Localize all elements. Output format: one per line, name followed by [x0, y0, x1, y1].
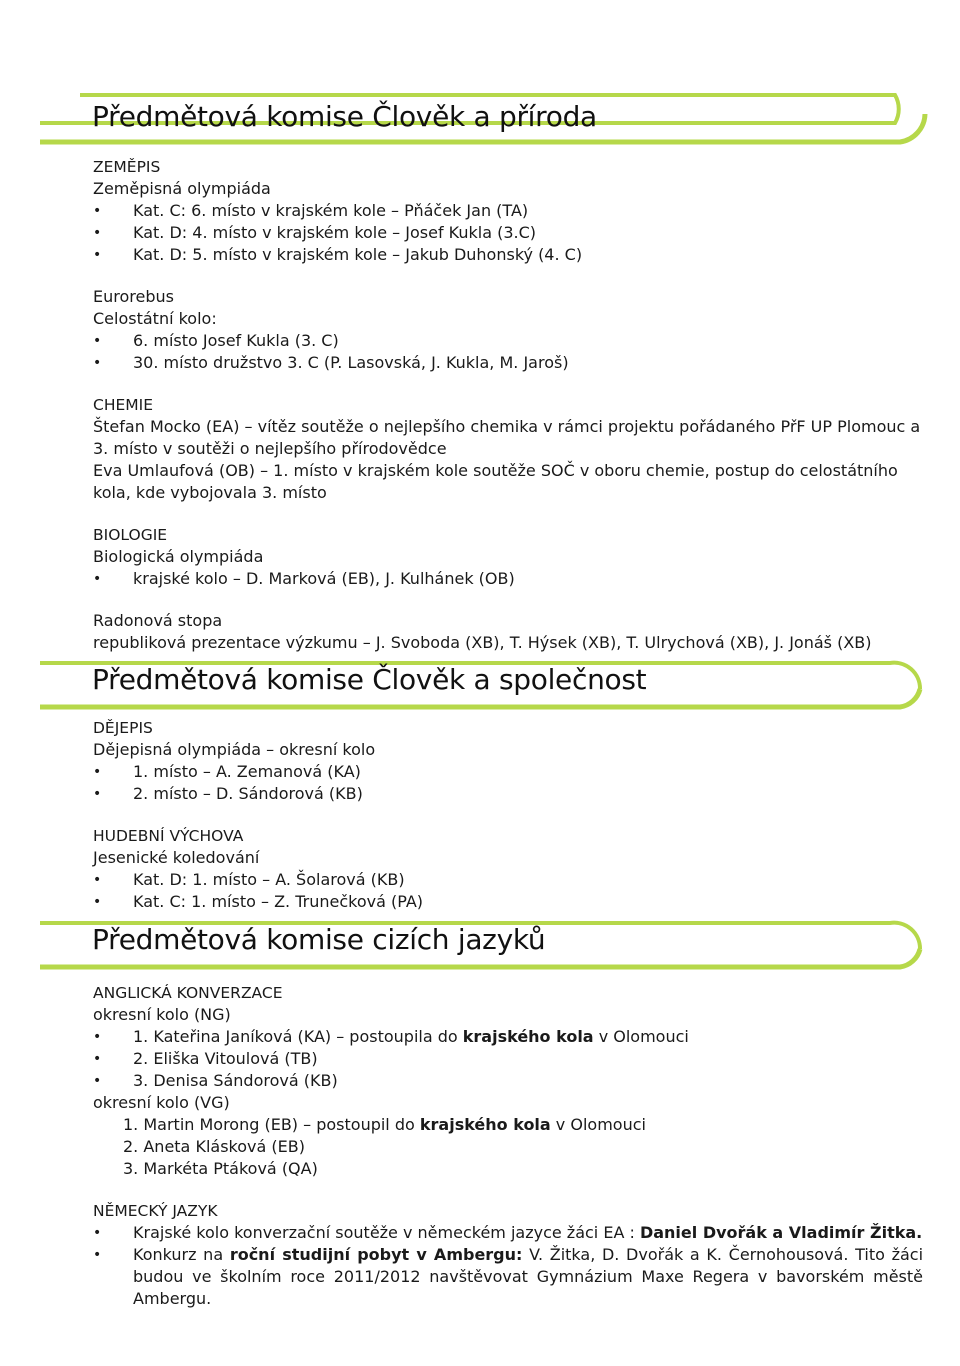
list-item: • 2. místo – D. Sándorová (KB) — [93, 783, 923, 805]
student-name: Eva Umlaufová — [93, 461, 214, 480]
list-item: • Kat. D: 1. místo – A. Šolarová (KB) — [93, 869, 923, 891]
competition-name: Radonová stopa — [93, 611, 223, 630]
round-label: okresní kolo (VG) — [93, 1093, 230, 1112]
results-list — [93, 200, 923, 266]
section-banner — [40, 92, 935, 154]
competition-name: Biologická olympiáda — [93, 547, 264, 566]
subject-heading: ZEMĚPIS — [93, 158, 161, 176]
results-list — [93, 1114, 923, 1180]
list-item: • Kat. D: 4. místo v krajském kole – Josef Kukla (3.C) — [93, 222, 923, 244]
student-name: Štefan Mocko — [93, 417, 201, 436]
subject-heading: ANGLICKÁ KONVERZACE — [93, 984, 283, 1002]
round-label: Celostátní kolo: — [93, 309, 217, 328]
list-item: 1. Martin Morong (EB) – postoupil do krajského kola v Olomouci — [123, 1115, 646, 1134]
competition-name: Jesenické koledování — [93, 848, 260, 867]
subject-heading: DĚJEPIS — [93, 719, 153, 737]
results-list — [93, 1026, 923, 1092]
list-item: • 1. místo – A. Zemanová (KA) — [93, 761, 923, 783]
list-item: 3. Markéta Ptáková (QA) — [123, 1159, 318, 1178]
results-list — [93, 330, 923, 374]
list-item: 2. Aneta Klásková (EB) — [123, 1137, 305, 1156]
results-list — [93, 869, 923, 913]
list-item: • Kat. D: 5. místo v krajském kole – Jakub Duhonský (4. C) — [93, 244, 923, 266]
results-list — [93, 568, 923, 590]
list-item: • 2. Eliška Vitoulová (TB) — [93, 1048, 923, 1070]
results-list — [93, 761, 923, 805]
list-item: • 30. místo družstvo 3. C (P. Lasovská, J. Kukla, M. Jaroš) — [93, 352, 923, 374]
list-item: • krajské kolo – D. Marková (EB), J. Kulhánek (OB) — [93, 568, 923, 590]
section-banner — [40, 915, 935, 977]
chemie-paragraph — [93, 460, 923, 504]
list-item: • Krajské kolo konverzační soutěže v německém jazyce žáci EA : Daniel Dvořák a Vladimír Žitka. — [93, 1222, 923, 1244]
list-item: • 3. Denisa Sándorová (KB) — [93, 1070, 923, 1092]
chemie-paragraph — [93, 416, 923, 460]
subject-heading: BIOLOGIE — [93, 526, 168, 544]
round-label: okresní kolo (NG) — [93, 1005, 231, 1024]
section-content-priroda — [93, 156, 923, 654]
result-text: (OB) – 1. místo v krajském kole soutěže SOČ v oboru chemie, postup do celostátního kola, kde vybojovala 3. místo — [93, 461, 898, 502]
subject-heading: HUDEBNÍ VÝCHOVA — [93, 827, 244, 845]
competition-name: Zeměpisná olympiáda — [93, 179, 271, 198]
section-title: Předmětová komise cizích jazyků — [92, 923, 546, 956]
competition-name: Eurorebus — [93, 287, 174, 306]
list-item: • Konkurz na roční studijní pobyt v Ambergu: V. Žitka, D. Dvořák a K. Černohousová. Tito žáci budou ve školním roce 2011/2012 navštěvovat Gymnázium Maxe Regera v bavorském městě Ambergu. — [93, 1244, 923, 1310]
section-content-spolecnost — [93, 717, 923, 913]
result-text: (EA) – vítěz soutěže o nejlepšího chemika v rámci projektu pořádaného PřF UP Plomouc a 3. místo v soutěži o nejlepšího přírodovědce — [93, 417, 921, 458]
list-item: • 6. místo Josef Kukla (3. C) — [93, 330, 923, 352]
result-text: republiková prezentace výzkumu – J. Svoboda (XB), T. Hýsek (XB), T. Ulrychová (XB), J. Jonáš (XB) — [93, 633, 872, 652]
list-item: • Kat. C: 1. místo – Z. Trunečková (PA) — [93, 891, 923, 913]
list-item: • Kat. C: 6. místo v krajském kole – Pňáček Jan (TA) — [93, 200, 923, 222]
section-title: Předmětová komise Člověk a příroda — [92, 100, 597, 133]
section-title: Předmětová komise Člověk a společnost — [92, 663, 647, 696]
results-list — [93, 1222, 923, 1310]
list-item: • 1. Kateřina Janíková (KA) – postoupila do krajského kola v Olomouci — [93, 1026, 923, 1048]
subject-heading: NĚMECKÝ JAZYK — [93, 1202, 218, 1220]
section-content-jazyky — [93, 982, 923, 1310]
section-banner — [40, 655, 935, 717]
subject-heading: CHEMIE — [93, 396, 154, 414]
competition-name: Dějepisná olympiáda – okresní kolo — [93, 740, 376, 759]
